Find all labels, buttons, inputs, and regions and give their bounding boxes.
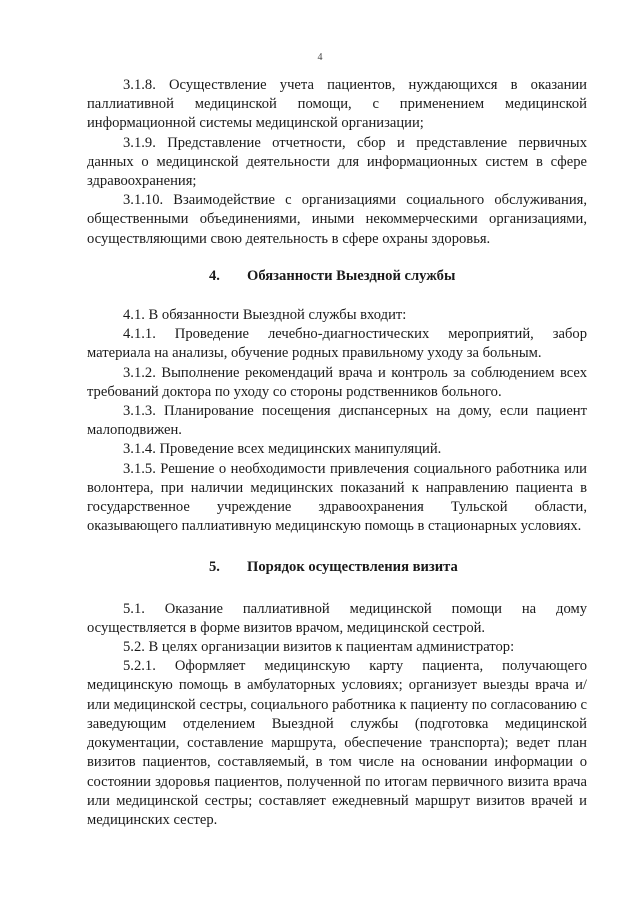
paragraph-3-1-10: 3.1.10. Взаимодействие с организациями социального обслуживания, общественными объединениями, иными некоммерческими организациями, осуществляющими свою деятельность в сфере охраны здоровья. <box>87 192 587 247</box>
paragraph-5-2: 5.2. В целях организации визитов к пациентам администратор: <box>123 639 515 656</box>
paragraph-3-1-8: 3.1.8. Осуществление учета пациентов, нуждающихся в оказании паллиативной медицинской помощи, с применением медицинской информационной системы медицинской организации; <box>87 77 587 132</box>
section-4-number: 4. <box>209 267 220 284</box>
section-5-heading <box>87 558 587 577</box>
paragraph-3-1-2: 3.1.2. Выполнение рекомендаций врача и контроль за соблюдением всех требований доктора по уходу со стороны родственников больного. <box>87 364 587 400</box>
paragraph-5-2-1: 5.2.1. Оформляет медицинскую карту пациента, получающего медицинскую помощь в амбулаторных условиях; организует выезды врача и/или медицинской сестры, социального работника к пациенту по согласованию с заведующим отделением Выездной службы (подготовка медицинской документации, составление маршрута, обеспечение транспорта); ведет план визитов пациентов, составляемый, в том числе на основании информации о состоянии здоровья пациентов, полученной по итогам первичного визита врача или медицинской сестры; составляет ежедневный маршрут визитов врачей и медицинских сестер. <box>87 658 587 828</box>
page-number: 4 <box>317 52 323 63</box>
section-4-title: Обязанности Выездной службы <box>247 267 456 284</box>
paragraph-4-1: 4.1. В обязанности Выездной службы входит: <box>123 307 407 324</box>
paragraph-3-1-3: 3.1.3. Планирование посещения диспансерных на дому, если пациент малоподвижен. <box>87 403 587 439</box>
section-5-number: 5. <box>209 559 220 576</box>
document-body <box>87 76 587 830</box>
paragraph-3-1-5: 3.1.5. Решение о необходимости привлечения социального работника или волонтера, при наличии медицинских показаний к направлению пациента в государственное учреждение здравоохранения Тульской области, оказывающего паллиативную медицинскую помощь в стационарных условиях. <box>87 460 587 535</box>
paragraph-5-1: 5.1. Оказание паллиативной медицинской помощи на дому осуществляется в форме визитов врачом, медицинской сестрой. <box>87 600 587 636</box>
section-4-heading <box>87 267 587 286</box>
paragraph-3-1-9: 3.1.9. Представление отчетности, сбор и представление первичных данных о медицинской деятельности для информационных систем в сфере здравоохранения; <box>87 134 587 190</box>
paragraph-3-1-4: 3.1.4. Проведение всех медицинских манипуляций. <box>123 441 442 458</box>
section-5-title: Порядок осуществления визита <box>247 559 458 576</box>
paragraph-4-1-1: 4.1.1. Проведение лечебно-диагностических мероприятий, забор материала на анализы, обучение родных правильному уходу за больным. <box>87 326 587 362</box>
